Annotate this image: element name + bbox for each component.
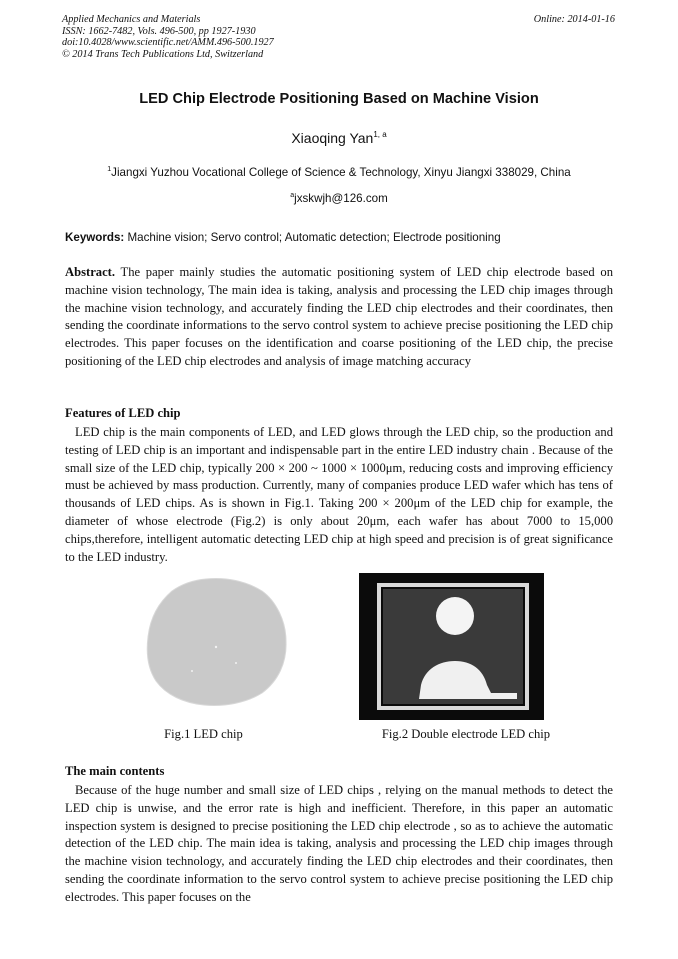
section-heading-main-contents: The main contents	[65, 764, 165, 778]
led-chip-blob	[147, 579, 286, 706]
copyright-line: © 2014 Trans Tech Publications Ltd, Switzerland	[62, 48, 264, 60]
chip-speck	[191, 670, 193, 672]
figure-led-chip-image	[146, 577, 288, 707]
abstract-text: The paper mainly studies the automatic positioning system of LED chip electrode based on machine vision technology, The main idea is taking, analysis and processing the LED chip images through the machine vision technology, and accurately finding the LED chip electrodes and their coordinates, then sending the coordinate informations to the servo control system to achieve precise positioning the LED chip electrodes. This paper focuses on the identification and coarse positioning of the LED chip, the precise positioning of the LED chip electrodes and analysis of image matching accuracy	[65, 265, 613, 368]
publication-header	[62, 14, 274, 60]
section-features-text: LED chip is the main components of LED, and LED glows through the LED chip, so the production and testing of LED chip is an important and indispensable part in the entire LED industry chain . Because of the small size of the LED chip, typically 200 × 200 ~ 1000 × 1000μm, reducing costs and improving efficiency must be achieved by mass production. Currently, many of companies produce LED wafer which has tens of thousands of LED chips. As is shown in Fig.1. Taking 200 × 200μm of the LED chip for example, the diameter of whose electrode (Fig.2) is only about 20μm, each wafer has about 7000 to 15,000 chips,therefore, intelligent automatic detecting LED chip at high speed and precision is of great significance to the LED industry.	[65, 425, 613, 564]
issn-line: ISSN: 1662-7482, Vols. 496-500, pp 1927-1930	[62, 25, 256, 37]
online-date: Online: 2014-01-16	[533, 14, 615, 25]
affiliation-mark: 1	[107, 166, 112, 173]
author-marks: 1, a	[373, 130, 387, 139]
keywords-label: Keywords:	[65, 231, 125, 244]
keywords-text: Machine vision; Servo control; Automatic detection; Electrode positioning	[124, 231, 501, 244]
chip-speck	[215, 646, 217, 648]
fig2-caption: Fig.2 Double electrode LED chip	[381, 727, 551, 741]
email-mark: a	[290, 192, 295, 199]
keywords	[65, 231, 625, 244]
chip-speck	[235, 662, 237, 664]
paper-title: LED Chip Electrode Positioning Based on Machine Vision	[139, 91, 539, 107]
email-text: jxskwjh@126.com	[294, 192, 388, 205]
fig1-caption: Fig.1 LED chip	[164, 727, 243, 741]
author-line	[0, 130, 678, 146]
affiliation	[0, 166, 678, 179]
section-main-contents-text: Because of the huge number and small size of LED chips , relying on the manual methods to detect the LED chip is unwise, and the error rate is high and inefficient. Therefore, in this paper an automatic inspection system is designed to precise positioning the LED chip electrode , so as to achieve the automatic detection of the LED chip. The main idea is taking, analysis and processing the LED chip images through the machine vision technology, and accurately finding the LED chip electrodes and their coordinates, then sending the coordinate information to the servo control system to achieve precise positioning the LED chip electrodes. This paper focuses on the	[65, 783, 613, 904]
abstract-label: Abstract.	[65, 265, 116, 279]
author-name: Xiaoqing Yan	[291, 130, 374, 146]
journal-name: Applied Mechanics and Materials	[62, 14, 201, 25]
abstract	[65, 264, 613, 371]
section-heading-features: Features of LED chip	[65, 406, 181, 420]
author-email	[0, 192, 678, 205]
figure-double-electrode-image	[359, 573, 544, 720]
doi-line: doi:10.4028/www.scientific.net/AMM.496-500.1927	[62, 37, 274, 49]
affiliation-text: Jiangxi Yuzhou Vocational College of Science & Technology, Xinyu Jiangxi 338029, China	[111, 166, 571, 179]
electrode-top	[436, 597, 474, 635]
